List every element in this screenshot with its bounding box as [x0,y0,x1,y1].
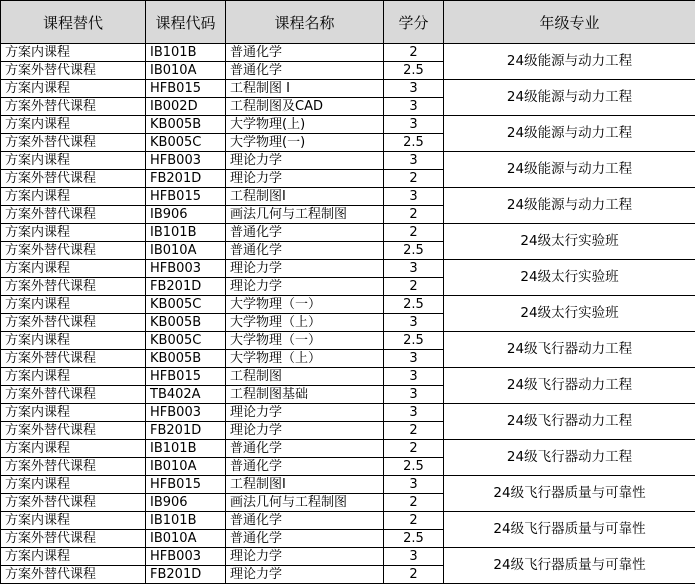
credit-cell: 3 [384,98,444,116]
course-name-cell: 普通化学 [226,458,384,476]
course-code-cell: KB005C [146,332,226,350]
course-name-cell: 普通化学 [226,512,384,530]
course-code-cell: HFB015 [146,476,226,494]
substitution-type-cell: 方案内课程 [1,512,146,530]
substitution-type-cell: 方案内课程 [1,80,146,98]
substitution-type-cell: 方案外替代课程 [1,422,146,440]
course-name-cell: 工程制图I [226,188,384,206]
credit-cell: 3 [384,188,444,206]
substitution-type-cell: 方案外替代课程 [1,458,146,476]
substitution-type-cell: 方案外替代课程 [1,278,146,296]
credit-cell: 2 [384,278,444,296]
course-name-cell: 普通化学 [226,530,384,548]
course-code-cell: KB005B [146,350,226,368]
header-row [1,1,695,44]
table-row [1,44,695,62]
table-row [1,116,695,134]
substitution-type-cell: 方案外替代课程 [1,350,146,368]
table-row [1,512,695,530]
substitution-type-cell: 方案内课程 [1,332,146,350]
credit-cell: 2 [384,422,444,440]
grade-major-cell: 24级太行实验班 [444,296,695,332]
substitution-type-cell: 方案外替代课程 [1,62,146,80]
credit-cell: 3 [384,386,444,404]
credit-cell: 3 [384,368,444,386]
credit-cell: 2 [384,170,444,188]
grade-major-cell: 24级飞行器动力工程 [444,368,695,404]
course-code-cell: IB002D [146,98,226,116]
table-row [1,440,695,458]
substitution-type-cell: 方案外替代课程 [1,494,146,512]
credit-cell: 3 [384,116,444,134]
credit-cell: 2 [384,206,444,224]
course-code-cell: HFB015 [146,188,226,206]
course-name-cell: 理论力学 [226,278,384,296]
course-name-cell: 画法几何与工程制图 [226,494,384,512]
substitution-type-cell: 方案内课程 [1,44,146,62]
course-name-cell: 理论力学 [226,548,384,566]
table-body [1,44,695,584]
credit-cell: 3 [384,404,444,422]
course-code-cell: FB201D [146,278,226,296]
substitution-type-cell: 方案内课程 [1,476,146,494]
course-code-cell: HFB015 [146,80,226,98]
credit-cell: 2.5 [384,62,444,80]
substitution-type-cell: 方案外替代课程 [1,314,146,332]
course-name-cell: 普通化学 [226,440,384,458]
credit-cell: 2.5 [384,332,444,350]
grade-major-cell: 24级能源与动力工程 [444,44,695,80]
course-code-cell: IB101B [146,440,226,458]
credit-cell: 2.5 [384,296,444,314]
table-row [1,332,695,350]
substitution-type-cell: 方案外替代课程 [1,170,146,188]
credit-cell: 3 [384,80,444,98]
grade-major-cell: 24级能源与动力工程 [444,80,695,116]
course-name-cell: 理论力学 [226,422,384,440]
substitution-type-cell: 方案外替代课程 [1,530,146,548]
grade-major-cell: 24级飞行器质量与可靠性 [444,512,695,548]
grade-major-cell: 24级能源与动力工程 [444,152,695,188]
substitution-type-cell: 方案内课程 [1,260,146,278]
course-name-cell: 理论力学 [226,170,384,188]
substitution-type-cell: 方案外替代课程 [1,98,146,116]
table-row [1,368,695,386]
table-row [1,152,695,170]
credit-cell: 3 [384,350,444,368]
course-code-cell: FB201D [146,566,226,584]
course-code-cell: HFB015 [146,368,226,386]
table-row [1,260,695,278]
substitution-type-cell: 方案外替代课程 [1,242,146,260]
course-name-cell: 工程制图 I [226,80,384,98]
course-code-cell: IB010A [146,530,226,548]
course-code-cell: HFB003 [146,260,226,278]
credit-cell: 2.5 [384,134,444,152]
table-row [1,224,695,242]
course-name-cell: 普通化学 [226,44,384,62]
grade-major-cell: 24级太行实验班 [444,260,695,296]
credit-cell: 3 [384,476,444,494]
grade-major-cell: 24级飞行器动力工程 [444,440,695,476]
course-name-cell: 工程制图I [226,476,384,494]
course-code-cell: IB010A [146,458,226,476]
substitution-type-cell: 方案外替代课程 [1,134,146,152]
grade-major-cell: 24级太行实验班 [444,224,695,260]
course-name-cell: 普通化学 [226,242,384,260]
credit-cell: 3 [384,152,444,170]
credit-cell: 2.5 [384,458,444,476]
grade-major-cell: 24级飞行器质量与可靠性 [444,548,695,584]
table-row [1,476,695,494]
course-name-cell: 工程制图 [226,368,384,386]
table-row [1,404,695,422]
table-row [1,80,695,98]
table-row [1,188,695,206]
course-code-cell: IB906 [146,206,226,224]
course-name-cell: 工程制图基础 [226,386,384,404]
credit-cell: 2 [384,224,444,242]
course-name-cell: 理论力学 [226,404,384,422]
course-code-cell: KB005B [146,314,226,332]
header-course-code: 课程代码 [146,1,226,44]
course-name-cell: 工程制图及CAD [226,98,384,116]
substitution-type-cell: 方案内课程 [1,296,146,314]
course-name-cell: 理论力学 [226,260,384,278]
header-substitution: 课程替代 [1,1,146,44]
course-code-cell: FB201D [146,422,226,440]
substitution-type-cell: 方案内课程 [1,152,146,170]
credit-cell: 3 [384,548,444,566]
course-name-cell: 理论力学 [226,566,384,584]
credit-cell: 2 [384,44,444,62]
course-name-cell: 普通化学 [226,224,384,242]
course-name-cell: 大学物理(上) [226,116,384,134]
grade-major-cell: 24级能源与动力工程 [444,116,695,152]
course-code-cell: HFB003 [146,548,226,566]
grade-major-cell: 24级能源与动力工程 [444,188,695,224]
course-code-cell: KB005C [146,134,226,152]
course-code-cell: HFB003 [146,152,226,170]
course-name-cell: 大学物理（一） [226,296,384,314]
header-course-name: 课程名称 [226,1,384,44]
course-code-cell: IB101B [146,512,226,530]
course-code-cell: IB101B [146,44,226,62]
table-row [1,548,695,566]
course-code-cell: IB010A [146,62,226,80]
table-row [1,296,695,314]
substitution-type-cell: 方案外替代课程 [1,386,146,404]
credit-cell: 3 [384,260,444,278]
substitution-type-cell: 方案内课程 [1,188,146,206]
course-code-cell: HFB003 [146,404,226,422]
substitution-type-cell: 方案内课程 [1,224,146,242]
credit-cell: 2 [384,494,444,512]
course-code-cell: FB201D [146,170,226,188]
course-code-cell: KB005C [146,296,226,314]
course-name-cell: 普通化学 [226,62,384,80]
header-credit: 学分 [384,1,444,44]
table-header [1,1,695,44]
header-grade-major: 年级专业 [444,1,695,44]
substitution-type-cell: 方案内课程 [1,440,146,458]
course-name-cell: 大学物理（上） [226,350,384,368]
grade-major-cell: 24级飞行器动力工程 [444,404,695,440]
course-code-cell: IB010A [146,242,226,260]
credit-cell: 2 [384,566,444,584]
substitution-type-cell: 方案内课程 [1,368,146,386]
substitution-type-cell: 方案内课程 [1,548,146,566]
credit-cell: 2 [384,512,444,530]
grade-major-cell: 24级飞行器质量与可靠性 [444,476,695,512]
course-name-cell: 画法几何与工程制图 [226,206,384,224]
credit-cell: 2 [384,440,444,458]
course-name-cell: 大学物理(一) [226,134,384,152]
substitution-type-cell: 方案内课程 [1,404,146,422]
credit-cell: 2.5 [384,530,444,548]
course-code-cell: TB402A [146,386,226,404]
course-code-cell: KB005B [146,116,226,134]
substitution-type-cell: 方案外替代课程 [1,206,146,224]
course-code-cell: IB906 [146,494,226,512]
substitution-type-cell: 方案外替代课程 [1,566,146,584]
course-name-cell: 大学物理（上） [226,314,384,332]
course-code-cell: IB101B [146,224,226,242]
substitution-type-cell: 方案内课程 [1,116,146,134]
course-name-cell: 理论力学 [226,152,384,170]
credit-cell: 3 [384,314,444,332]
course-name-cell: 大学物理（一） [226,332,384,350]
credit-cell: 2.5 [384,242,444,260]
grade-major-cell: 24级飞行器动力工程 [444,332,695,368]
